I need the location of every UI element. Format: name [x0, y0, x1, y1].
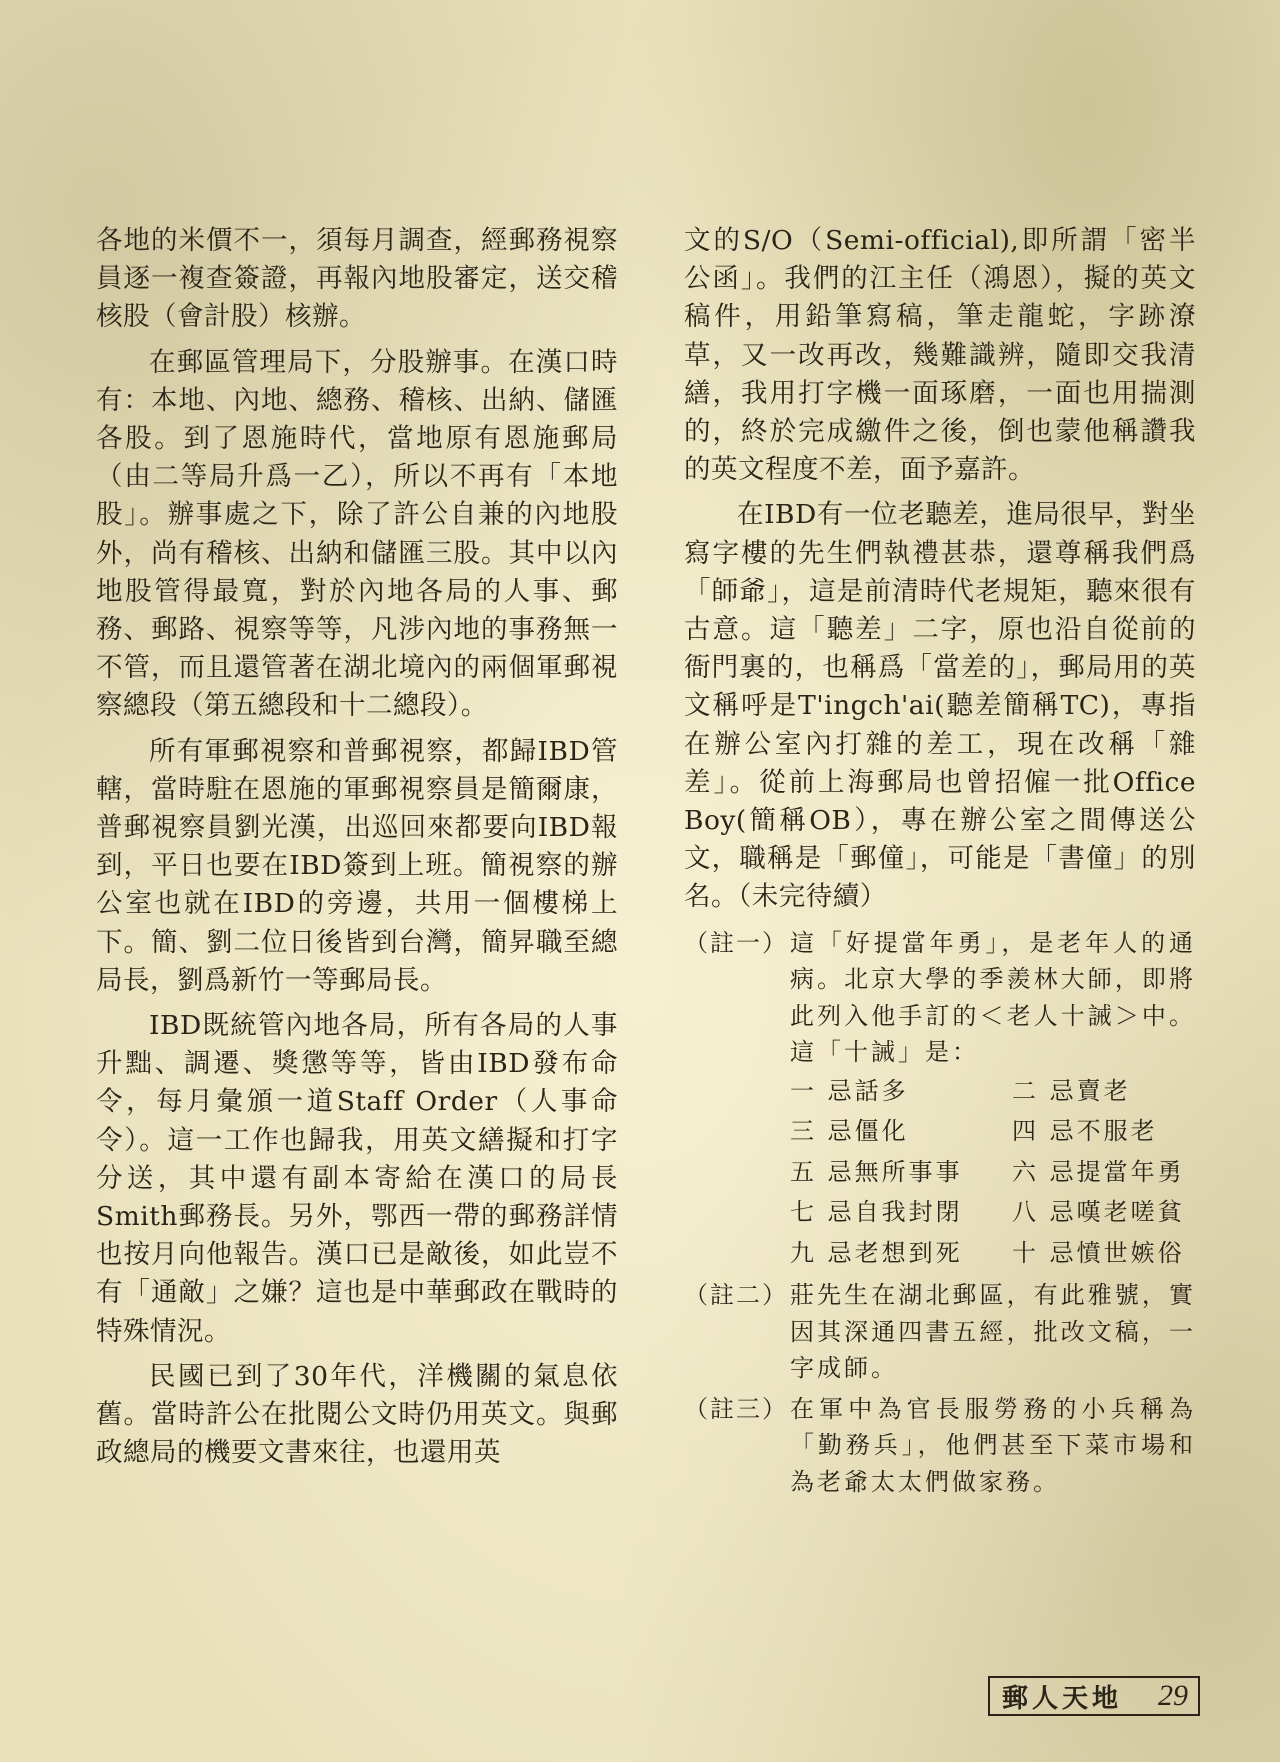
page-footer [988, 1676, 1200, 1716]
rule-item: 六 忌提當年勇 [1012, 1157, 1185, 1186]
rule-item: 一 忌話多 [790, 1076, 909, 1105]
rule-item: 五 忌無所事事 [790, 1157, 963, 1186]
paragraph: IBD既統管內地各局，所有各局的人事升黜、調遷、獎懲等等，皆由IBD發布命令，每月彙頒一道Staff Order（人事命令）。這一工作也歸我，用英文繕擬和打字分送，其中還有副本寄給在漢口的局長Smith郵務長。另外，鄂西一帶的郵務詳情也按月向他報告。漢口已是敵後，如此豈不有「通敵」之嫌？這也是中華郵政在戰時的特殊情況。 [96, 1010, 618, 1347]
footnote-text: 莊先生在湖北郵區，有此雅號，實因其深通四書五經，批改文稿，一字成師。 [790, 1281, 1196, 1383]
magazine-name: 郵人天地 [1002, 1683, 1123, 1714]
right-column [684, 222, 1196, 1500]
ten-rules-list [790, 1071, 1196, 1274]
footnote-label: （註二） [684, 1281, 788, 1310]
footnote-1 [684, 925, 1196, 1274]
rule-item: 三 忌僵化 [790, 1117, 909, 1146]
paragraph: 文的S/O（Semi-official),即所謂「密半公函」。我們的江主任（鴻恩），擬的英文稿件，用鉛筆寫稿，筆走龍蛇，字跡潦草，又一改再改，幾難識辨，隨即交我清繕，我用打字機一面琢磨，一面也用揣測的，終於完成繳件之後，倒也蒙他稱讚我的英文程度不差，面予嘉許。 [684, 225, 1196, 486]
footnote-label: （註三） [684, 1394, 788, 1423]
paragraph: 在郵區管理局下，分股辦事。在漢口時有：本地、內地、總務、稽核、出納、儲匯各股。到了恩施時代，當地原有恩施郵局（由二等局升爲一乙），所以不再有「本地股」。辦事處之下，除了許公自兼的內地股外，尚有稽核、出納和儲匯三股。其中以內地股管得最寬，對於內地各局的人事、郵務、郵路、視察等等，凡涉內地的事務無一不管，而且還管著在湖北境內的兩個軍郵視察總段（第五總段和十二總段）。 [96, 346, 618, 722]
footnote-label: （註一） [684, 928, 788, 957]
footnote-text: 這「好提當年勇」，是老年人的通病。北京大學的季羨林大師，即將此列入他手訂的＜老人十誡＞中。這「十誡」是： [790, 928, 1196, 1067]
footnote-text: 在軍中為官長服勞務的小兵稱為「勤務兵」，他們甚至下菜市場和為老爺太太們做家務。 [790, 1394, 1196, 1496]
rule-item: 八 忌嘆老嗟貧 [1012, 1198, 1185, 1227]
rule-item: 四 忌不服老 [1012, 1117, 1158, 1146]
paragraph: 在IBD有一位老聽差，進局很早，對坐寫字樓的先生們執禮甚恭，還尊稱我們爲「師爺」，這是前清時代老規矩，聽來很有古意。這「聽差」二字，原也沿自從前的衙門裏的，也稱爲「當差的」，郵局用的英文稱呼是T'ingch'ai(聽差簡稱TC)，專指在辦公室內打雜的差工，現在改稱「雜差」。從前上海郵局也曾招僱一批Office Boy(簡稱OB），專在辦公室之間傳送公文，職稱是「郵僮」，可能是「書僮」的別名。（未完待續） [684, 499, 1196, 913]
rule-item: 七 忌自我封閉 [790, 1198, 963, 1227]
footnote-3 [684, 1391, 1196, 1501]
left-column [96, 222, 618, 1473]
paragraph: 所有軍郵視察和普郵視察，都歸IBD管轄，當時駐在恩施的軍郵視察員是簡爾康，普郵視察員劉光漢，出巡回來都要向IBD報到，平日也要在IBD簽到上班。簡視察的辦公室也就在IBD的旁邊，共用一個樓梯上下。簡、劉二位日後皆到台灣，簡昇職至總局長，劉爲新竹一等郵局長。 [96, 735, 618, 996]
paragraph: 各地的米價不一，須每月調查，經郵務視察員逐一複查簽證，再報內地股審定，送交稽核股（會計股）核辦。 [96, 225, 618, 333]
rule-item: 九 忌老想到死 [790, 1238, 963, 1267]
footnote-2 [684, 1277, 1196, 1387]
rule-item: 二 忌賣老 [1012, 1076, 1131, 1105]
page-number: 29 [1158, 1679, 1188, 1712]
rule-item: 十 忌憤世嫉俗 [1012, 1238, 1185, 1267]
paragraph: 民國已到了30年代，洋機關的氣息依舊。當時許公在批閱公文時仍用英文。與郵政總局的機要文書來往，也還用英 [96, 1360, 618, 1469]
